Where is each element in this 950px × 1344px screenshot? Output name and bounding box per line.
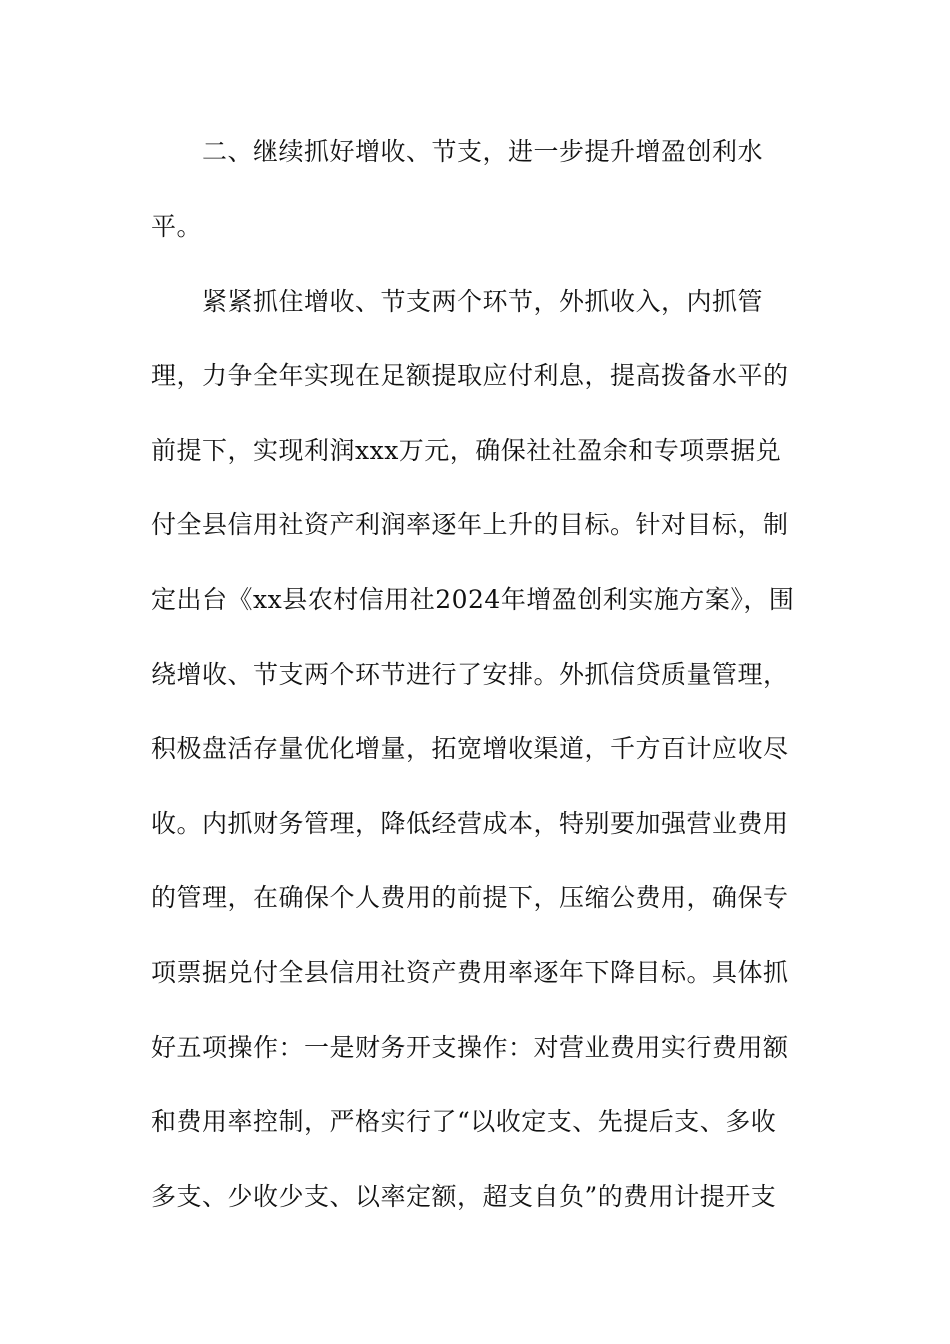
paragraph-line-13: 多支、少收少支、以率定额，超支自负”的费用计提开支 — [151, 1182, 777, 1211]
paragraph-line-6: 绕增收、节支两个环节进行了安排。外抓信贷质量管理， — [151, 660, 789, 689]
paragraph-line-5: 定出台《xx县农村信用社2024年增盈创利实施方案》，围 — [151, 585, 795, 614]
section-heading-line-1: 二、继续抓好增收、节支，进一步提升增盈创利水 — [202, 137, 764, 166]
paragraph-line-4: 付全县信用社资产利润率逐年上升的目标。针对目标，制 — [151, 510, 789, 539]
paragraph-line-10: 项票据兑付全县信用社资产费用率逐年下降目标。具体抓 — [151, 958, 789, 987]
paragraph-line-12: 和费用率控制，严格实行了“以收定支、先提后支、多收 — [151, 1107, 777, 1136]
paragraph-line-1: 紧紧抓住增收、节支两个环节，外抓收入，内抓管 — [202, 287, 764, 316]
paragraph-line-8: 收。内抓财务管理，降低经营成本，特别要加强营业费用 — [151, 809, 789, 838]
section-heading-line-2: 平。 — [151, 212, 203, 241]
paragraph-line-3: 前提下，实现利润xxx万元，确保社社盈余和专项票据兑 — [151, 436, 782, 465]
paragraph-line-7: 积极盘活存量优化增量，拓宽增收渠道，千方百计应收尽 — [151, 734, 789, 763]
paragraph-line-2: 理，力争全年实现在足额提取应付利息，提高拨备水平的 — [151, 361, 789, 390]
paragraph-line-9: 的管理，在确保个人费用的前提下，压缩公费用，确保专 — [151, 883, 789, 912]
paragraph-line-11: 好五项操作：一是财务开支操作：对营业费用实行费用额 — [151, 1033, 789, 1062]
